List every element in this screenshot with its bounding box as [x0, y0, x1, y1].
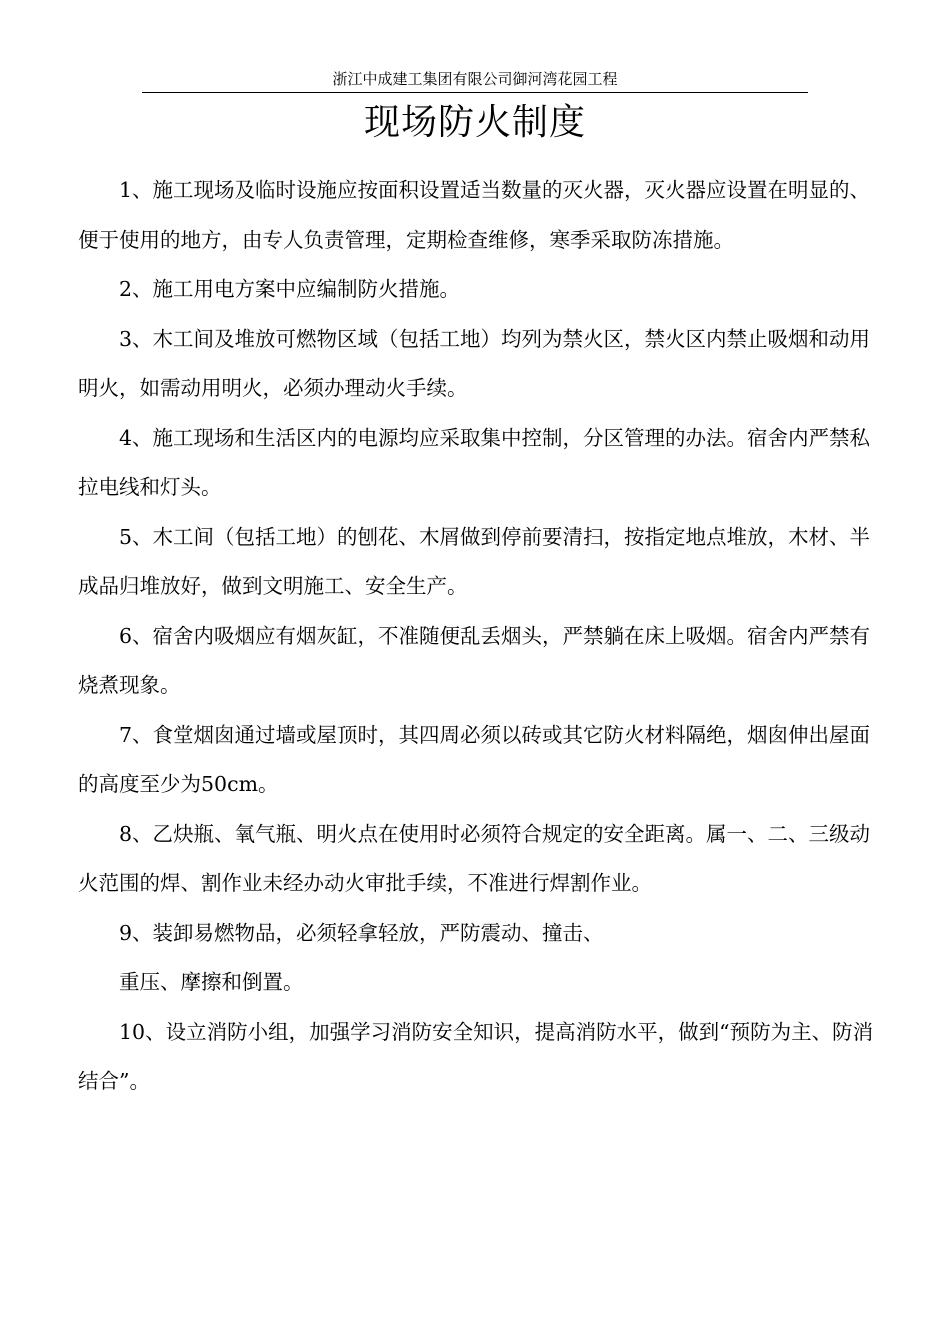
- paragraph: 1、施工现场及临时设施应按面积设置适当数量的灭火器，灭火器应设置在明显的、便于使用的地方，由专人负责管理，定期检查维修，寒季采取防冻措施。: [78, 178, 871, 252]
- page-header: 浙江中成建工集团有限公司御河湾花园工程: [332, 70, 618, 88]
- paragraph: 7、食堂烟囱通过墙或屋顶时，其四周必须以砖或其它防火材料隔绝，烟囱伸出屋面的高度至少为50cm。: [78, 722, 871, 796]
- paragraph: 10、设立消防小组，加强学习消防安全知识，提高消防水平，做到“预防为主、防消结合”。: [78, 1019, 874, 1093]
- paragraph: 9、装卸易燃物品，必须轻拿轻放，严防震动、撞击、: [119, 920, 604, 945]
- paragraph: 5、木工间（包括工地）的刨花、木屑做到停前要清扫，按指定地点堆放，木材、半成品归堆放好，做到文明施工、安全生产。: [78, 524, 871, 598]
- document-title: 现场防火制度: [363, 102, 586, 143]
- paragraph: 3、木工间及堆放可燃物区域（包括工地）均列为禁火区，禁火区内禁止吸烟和动用明火，如需动用明火，必须办理动火手续。: [78, 326, 871, 400]
- paragraph: 重压、摩擦和倒置。: [119, 970, 304, 994]
- paragraph: 6、宿舍内吸烟应有烟灰缸，不准随便乱丢烟头，严禁躺在床上吸烟。宿舍内严禁有烧煮现象。: [78, 623, 871, 697]
- header-divider: [142, 92, 808, 93]
- paragraph: 8、乙炔瓶、氧气瓶、明火点在使用时必须符合规定的安全距离。属一、二、三级动火范围的焊、割作业未经办动火审批手续，不准进行焊割作业。: [78, 821, 871, 895]
- paragraph: 4、施工现场和生活区内的电源均应采取集中控制，分区管理的办法。宿舍内严禁私拉电线和灯头。: [78, 425, 871, 499]
- paragraph: 2、施工用电方案中应编制防火措施。: [119, 277, 461, 301]
- document-body: [78, 166, 882, 1107]
